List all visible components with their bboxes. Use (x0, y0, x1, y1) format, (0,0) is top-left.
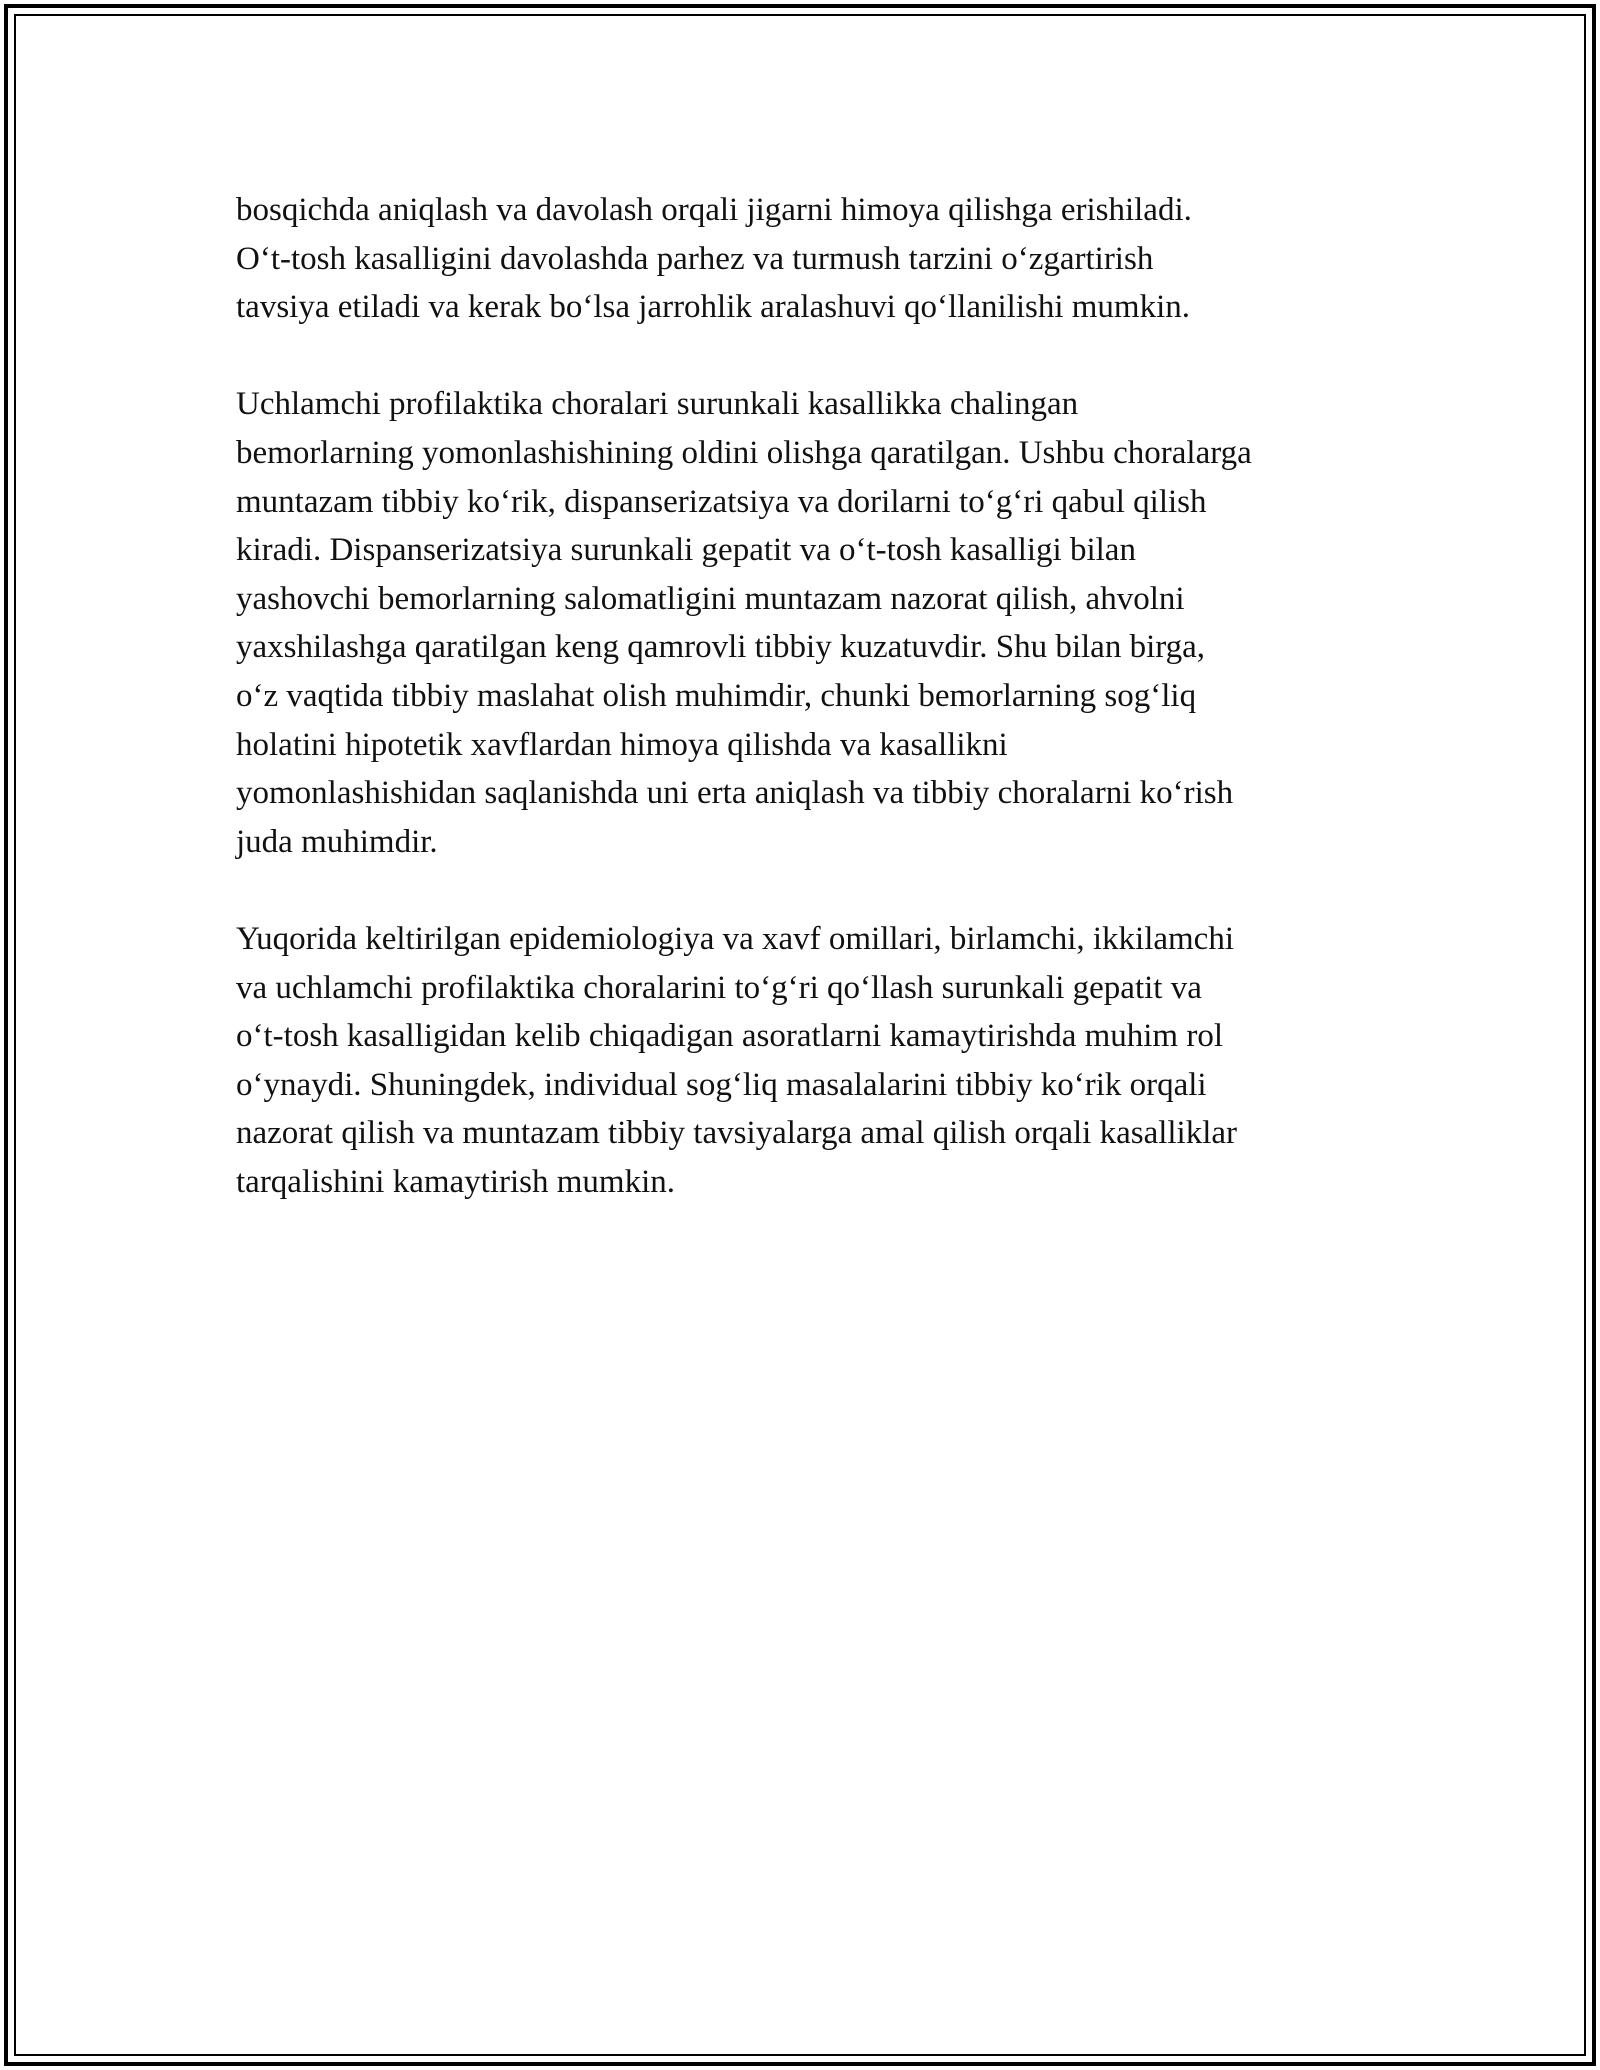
text-line: va uchlamchi profilaktika choralarini to‘g‘ri qo‘llash surunkali gepatit va (236, 969, 1202, 1006)
text-line: o‘ynaydi. Shuningdek, individual sog‘liq masalalarini tibbiy ko‘rik orqali (236, 1066, 1207, 1103)
text-line: muntazam tibbiy ko‘rik, dispanserizatsiya va dorilarni to‘g‘ri qabul qilish (236, 483, 1207, 520)
text-line: juda muhimdir. (236, 823, 438, 860)
text-line: holatini hipotetik xavflardan himoya qilishda va kasallikni (236, 726, 1008, 763)
paragraph-1 (236, 186, 1386, 332)
text-line: yomonlashishidan saqlanishda uni erta aniqlash va tibbiy choralarni ko‘rish (236, 775, 1234, 812)
text-line: nazorat qilish va muntazam tibbiy tavsiyalarga amal qilish orqali kasalliklar (236, 1115, 1238, 1152)
text-line: yaxshilashga qaratilgan keng qamrovli tibbiy kuzatuvdir. Shu bilan birga, (236, 629, 1206, 666)
paragraph-2 (236, 380, 1386, 866)
text-line: o‘z vaqtida tibbiy maslahat olish muhimdir, chunki bemorlarning sog‘liq (236, 677, 1197, 714)
text-line: o‘t-tosh kasalligidan kelib chiqadigan asoratlarni kamaytirishda muhim rol (236, 1018, 1224, 1055)
text-line: bosqichda aniqlash va davolash orqali jigarni himoya qilishga erishiladi. (236, 192, 1192, 228)
text-line: yashovchi bemorlarning salomatligini muntazam nazorat qilish, ahvolni (236, 580, 1185, 617)
text-line: kiradi. Dispanserizatsiya surunkali gepatit va o‘t-tosh kasalligi bilan (236, 532, 1136, 569)
text-line: Uchlamchi profilaktika choralari surunkali kasallikka chalingan (236, 386, 1079, 423)
text-line: O‘t-tosh kasalligini davolashda parhez va turmush tarzini o‘zgartirish (236, 240, 1154, 277)
document-body (236, 186, 1386, 1255)
paragraph-3 (236, 915, 1386, 1207)
text-line: Yuqorida keltirilgan epidemiologiya va xavf omillari, birlamchi, ikkilamchi (236, 920, 1234, 957)
text-line: bemorlarning yomonlashishining oldini olishga qaratilgan. Ushbu choralarga (236, 434, 1252, 471)
text-line: tavsiya etiladi va kerak bo‘lsa jarrohlik aralashuvi qo‘llanilishi mumkin. (236, 289, 1191, 326)
text-line: tarqalishini kamaytirish mumkin. (236, 1163, 676, 1200)
